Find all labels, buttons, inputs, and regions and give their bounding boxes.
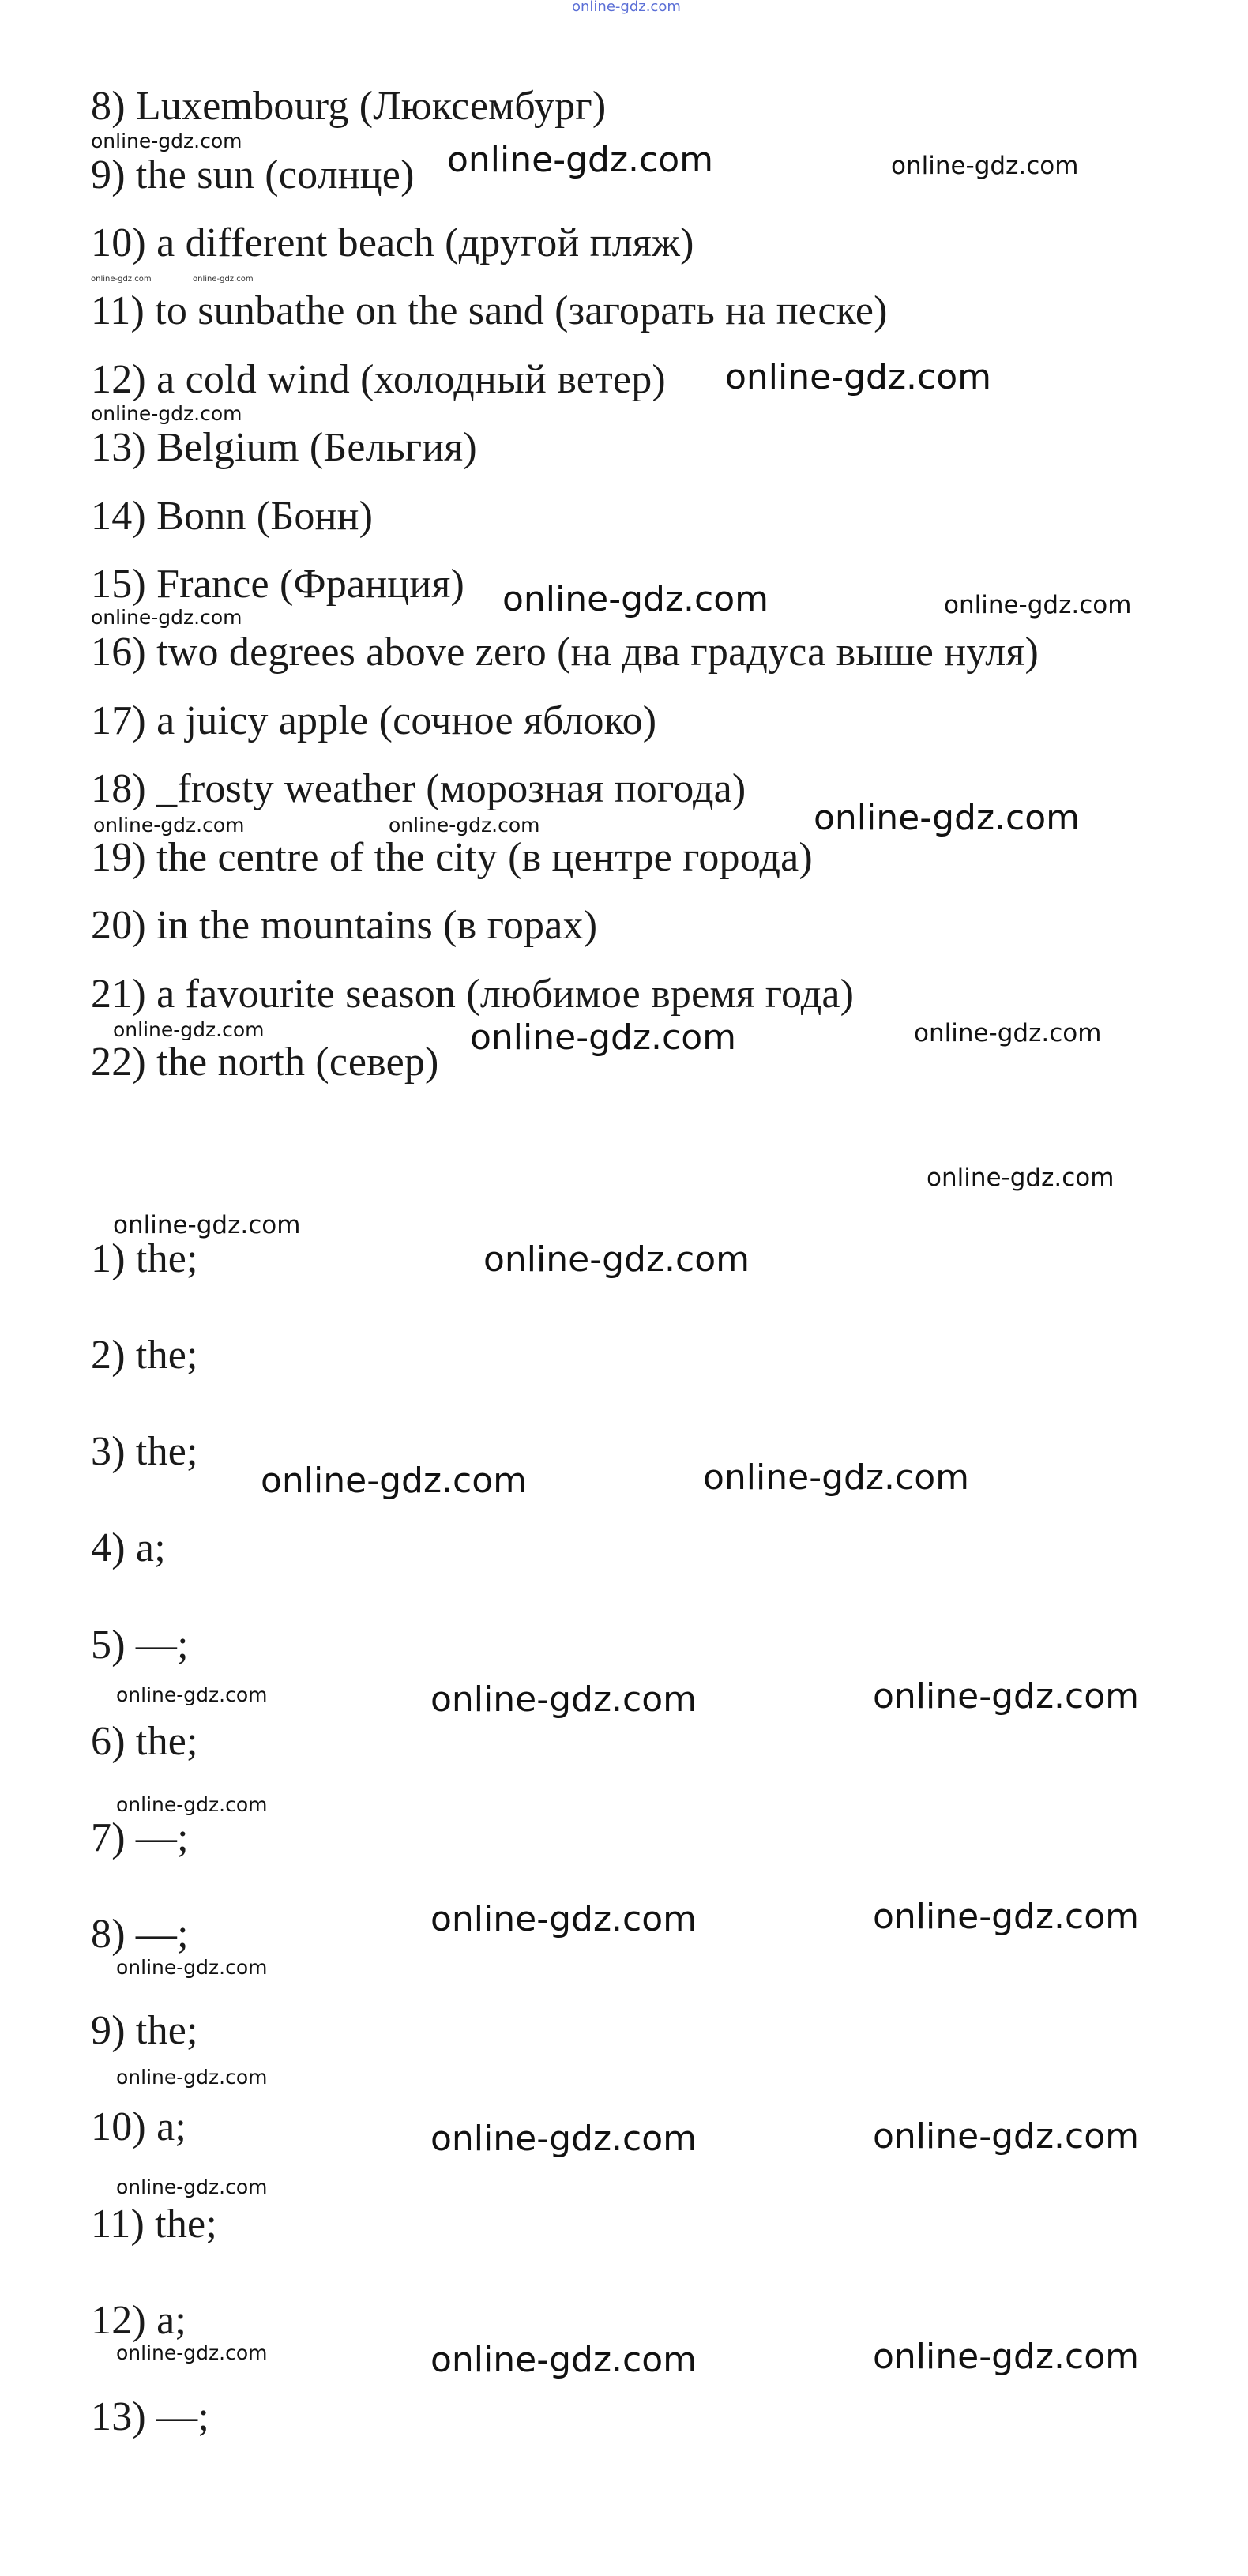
watermark: online-gdz.com xyxy=(430,2119,697,2159)
watermark: online-gdz.com xyxy=(891,152,1079,180)
answer-line: 18) _frosty weather (морозная погода) xyxy=(91,766,746,811)
answer-line: 20) in the mountains (в горах) xyxy=(91,903,598,948)
watermark: online-gdz.com xyxy=(873,1897,1140,1937)
watermark: online-gdz.com xyxy=(116,1793,268,1816)
answer-line: 10) a; xyxy=(91,2104,187,2149)
answer-line: 9) the sun (солнце) xyxy=(91,152,415,197)
watermark: online-gdz.com xyxy=(113,1211,301,1239)
watermark: online-gdz.com xyxy=(430,1899,697,1939)
answer-line: 2) the; xyxy=(91,1333,198,1378)
watermark: online-gdz.com xyxy=(914,1019,1102,1047)
watermark: online-gdz.com xyxy=(261,1461,528,1501)
answer-line: 1) the; xyxy=(91,1236,198,1281)
answer-line: 15) France (Франция) xyxy=(91,562,464,607)
answer-line: 11) to sunbathe on the sand (загорать на песке) xyxy=(91,288,888,333)
answer-line: 16) two degrees above zero (на два градуса выше нуля) xyxy=(91,630,1039,675)
answer-line: 12) a; xyxy=(91,2298,187,2343)
watermark: online-gdz.com xyxy=(447,140,714,180)
answer-line: 9) the; xyxy=(91,2008,198,2053)
answer-line: 4) a; xyxy=(91,1525,166,1570)
watermark: online-gdz.com xyxy=(91,606,242,629)
watermark: online-gdz.com xyxy=(91,275,152,284)
watermark: online-gdz.com xyxy=(873,2337,1140,2377)
watermark: online-gdz.com xyxy=(873,1676,1140,1717)
watermark: online-gdz.com xyxy=(430,2340,697,2380)
watermark: online-gdz.com xyxy=(193,275,254,284)
answer-line: 17) a juicy apple (сочное яблоко) xyxy=(91,698,657,743)
watermark: online-gdz.com xyxy=(116,2341,268,2364)
watermark: online-gdz.com xyxy=(389,814,540,837)
header-watermark: online-gdz.com xyxy=(572,0,681,15)
answer-line: 12) a cold wind (холодный ветер) xyxy=(91,357,666,402)
answer-line: 22) the north (север) xyxy=(91,1040,439,1085)
answer-line: 10) a different beach (другой пляж) xyxy=(91,220,694,265)
answer-line: 11) the; xyxy=(91,2202,217,2247)
answer-line: 13) Belgium (Бельгия) xyxy=(91,425,477,470)
watermark: online-gdz.com xyxy=(116,2175,268,2198)
answer-line: 8) Luxembourg (Люксембург) xyxy=(91,84,607,129)
watermark: online-gdz.com xyxy=(113,1018,265,1041)
answer-line: 5) —; xyxy=(91,1623,189,1668)
watermark: online-gdz.com xyxy=(116,2066,268,2089)
watermark: online-gdz.com xyxy=(725,357,992,397)
watermark: online-gdz.com xyxy=(93,814,245,837)
watermark: online-gdz.com xyxy=(703,1457,970,1498)
watermark: online-gdz.com xyxy=(470,1017,737,1058)
watermark: online-gdz.com xyxy=(814,798,1081,838)
answer-line: 7) —; xyxy=(91,1815,189,1860)
watermark: online-gdz.com xyxy=(873,2116,1140,2157)
watermark: online-gdz.com xyxy=(502,579,769,619)
watermark: online-gdz.com xyxy=(116,1683,268,1706)
answer-line: 13) —; xyxy=(91,2394,209,2439)
watermark: online-gdz.com xyxy=(91,130,242,152)
watermark: online-gdz.com xyxy=(430,1679,697,1720)
answer-line: 14) Bonn (Бонн) xyxy=(91,494,374,539)
answer-line: 6) the; xyxy=(91,1719,198,1764)
answer-line: 3) the; xyxy=(91,1429,198,1474)
answer-line: 8) —; xyxy=(91,1912,189,1957)
answer-line: 21) a favourite season (любимое время года) xyxy=(91,972,855,1017)
watermark: online-gdz.com xyxy=(91,402,242,425)
answer-line: 19) the centre of the city (в центре города) xyxy=(91,835,813,880)
watermark: online-gdz.com xyxy=(483,1239,750,1280)
watermark: online-gdz.com xyxy=(116,1956,268,1979)
watermark: online-gdz.com xyxy=(944,591,1132,619)
watermark: online-gdz.com xyxy=(927,1164,1115,1192)
